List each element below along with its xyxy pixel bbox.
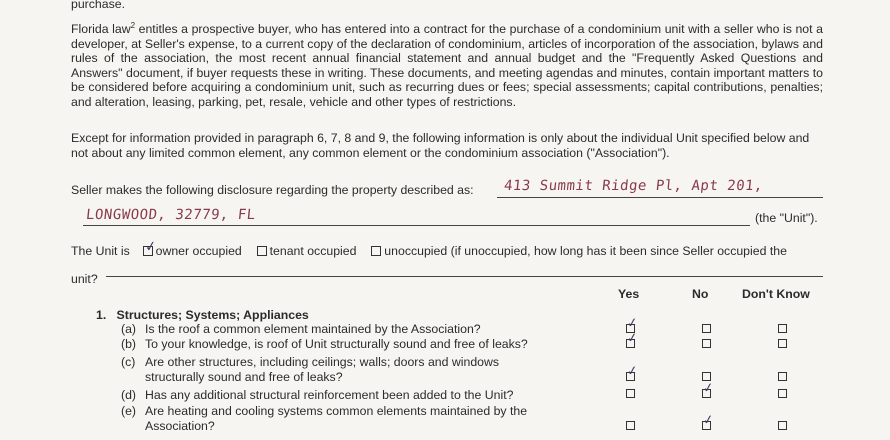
- unoccupied-label: unoccupied (if unoccupied, how long has it been since Seller occupied the: [384, 244, 787, 258]
- tenant-occupied-label: tenant occupied: [269, 244, 357, 258]
- check-mark-icon: ✓: [702, 380, 715, 397]
- no-checkbox-e[interactable]: [702, 412, 715, 430]
- section-number: 1.: [96, 308, 107, 322]
- no-checkbox-a[interactable]: [702, 324, 711, 333]
- occupancy-row: [71, 238, 787, 258]
- unit-question-label: unit?: [71, 272, 98, 286]
- no-checkbox-b[interactable]: [702, 339, 711, 348]
- address-line-1[interactable]: 413 Summit Ridge Pl, Apt 201,: [503, 178, 764, 194]
- question-text: Are heating and cooling systems common elements maintained by the Association?: [145, 404, 528, 433]
- yes-column-header: Yes: [618, 287, 640, 301]
- question-e: [121, 404, 591, 433]
- check-mark-icon: ✓: [626, 330, 639, 347]
- dont-know-checkbox-e[interactable]: [778, 421, 787, 430]
- unit-is-label: The Unit is: [71, 244, 130, 258]
- unoccupied-checkbox[interactable]: [371, 246, 381, 256]
- no-checkbox-d[interactable]: [702, 380, 715, 398]
- question-text: To your knowledge, is roof of Unit structurally sound and free of leaks?: [145, 337, 528, 351]
- dont-know-checkbox-a[interactable]: [778, 324, 787, 333]
- question-c: [121, 355, 561, 384]
- yes-checkbox-e[interactable]: [626, 421, 635, 430]
- yes-checkbox-c[interactable]: [626, 363, 639, 381]
- dont-know-checkbox-c[interactable]: [778, 372, 787, 381]
- check-mark-icon: ✓: [702, 412, 715, 429]
- question-d: [121, 388, 601, 403]
- check-mark-icon: ✓: [626, 315, 639, 332]
- address-line-1-rule: [497, 197, 823, 198]
- exception-paragraph: Except for information provided in paragraph 6, 7, 8 and 9, the following information is only about the individual Unit specified below and not about any limited common element, any common element or the condominium association ("Association").: [71, 131, 810, 160]
- question-letter: (b): [121, 337, 137, 351]
- the-unit-label: (the "Unit").: [755, 211, 818, 225]
- florida-law-paragraph: [71, 22, 823, 110]
- check-mark-icon: ✓: [626, 363, 639, 380]
- question-letter: (d): [121, 388, 137, 402]
- dont-know-checkbox-b[interactable]: [778, 339, 787, 348]
- question-text: Has any additional structural reinforcement been added to the Unit?: [145, 388, 514, 402]
- tenant-occupied-checkbox[interactable]: [257, 246, 267, 256]
- question-b: [121, 337, 601, 352]
- owner-occupied-checkbox[interactable]: [143, 238, 158, 256]
- question-letter: (a): [121, 322, 137, 336]
- question-letter: (e): [121, 404, 137, 418]
- address-line-2[interactable]: LONGWOOD, 32779, FL: [85, 207, 257, 223]
- question-letter: (c): [121, 355, 136, 369]
- dont-know-checkbox-d[interactable]: [778, 389, 787, 398]
- owner-occupied-label: owner occupied: [155, 244, 242, 258]
- law-prefix: Florida law: [71, 22, 131, 36]
- section-title: [96, 308, 309, 322]
- footnote-ref: 2: [130, 20, 136, 30]
- unoccupied-duration-rule: [106, 276, 823, 277]
- law-body: entitles a prospective buyer, who has entered into a contract for the purchase of a condominium unit with a seller who is not a developer, at Seller's expense, to a current copy of the declaration of condominium, articles of incorporation of the association, bylaws and rules of the association, the most recent annual financial statement and annual budget and the "Frequently Asked Questions and Answers" document, if buyer requests these in writing. These documents, and meeting agendas and minutes, contain important matters to be considered before acquiring a condominium unit, such as recurring dues or fees; special assessments; capital contributions, penalties; and alteration, leasing, parking, pet, resale, vehicle and other types of restrictions.: [71, 22, 823, 109]
- cut-off-text: purchase.: [71, 0, 126, 11]
- address-line-2-rule: [83, 225, 750, 226]
- yes-checkbox-b[interactable]: [626, 330, 639, 348]
- dont-know-column-header: Don't Know: [742, 287, 810, 301]
- question-a: [121, 322, 601, 337]
- check-mark-icon: ✓: [143, 238, 158, 256]
- question-text: Is the roof a common element maintained by the Association?: [145, 322, 481, 336]
- yes-checkbox-d[interactable]: [626, 389, 635, 398]
- seller-disclosure-label: Seller makes the following disclosure regarding the property described as:: [71, 183, 474, 197]
- question-text: Are other structures, including ceilings; walls; doors and windows structurally sound and free of leaks?: [145, 355, 500, 384]
- no-column-header: No: [692, 287, 709, 301]
- section-title-text: Structures; Systems; Appliances: [116, 308, 309, 322]
